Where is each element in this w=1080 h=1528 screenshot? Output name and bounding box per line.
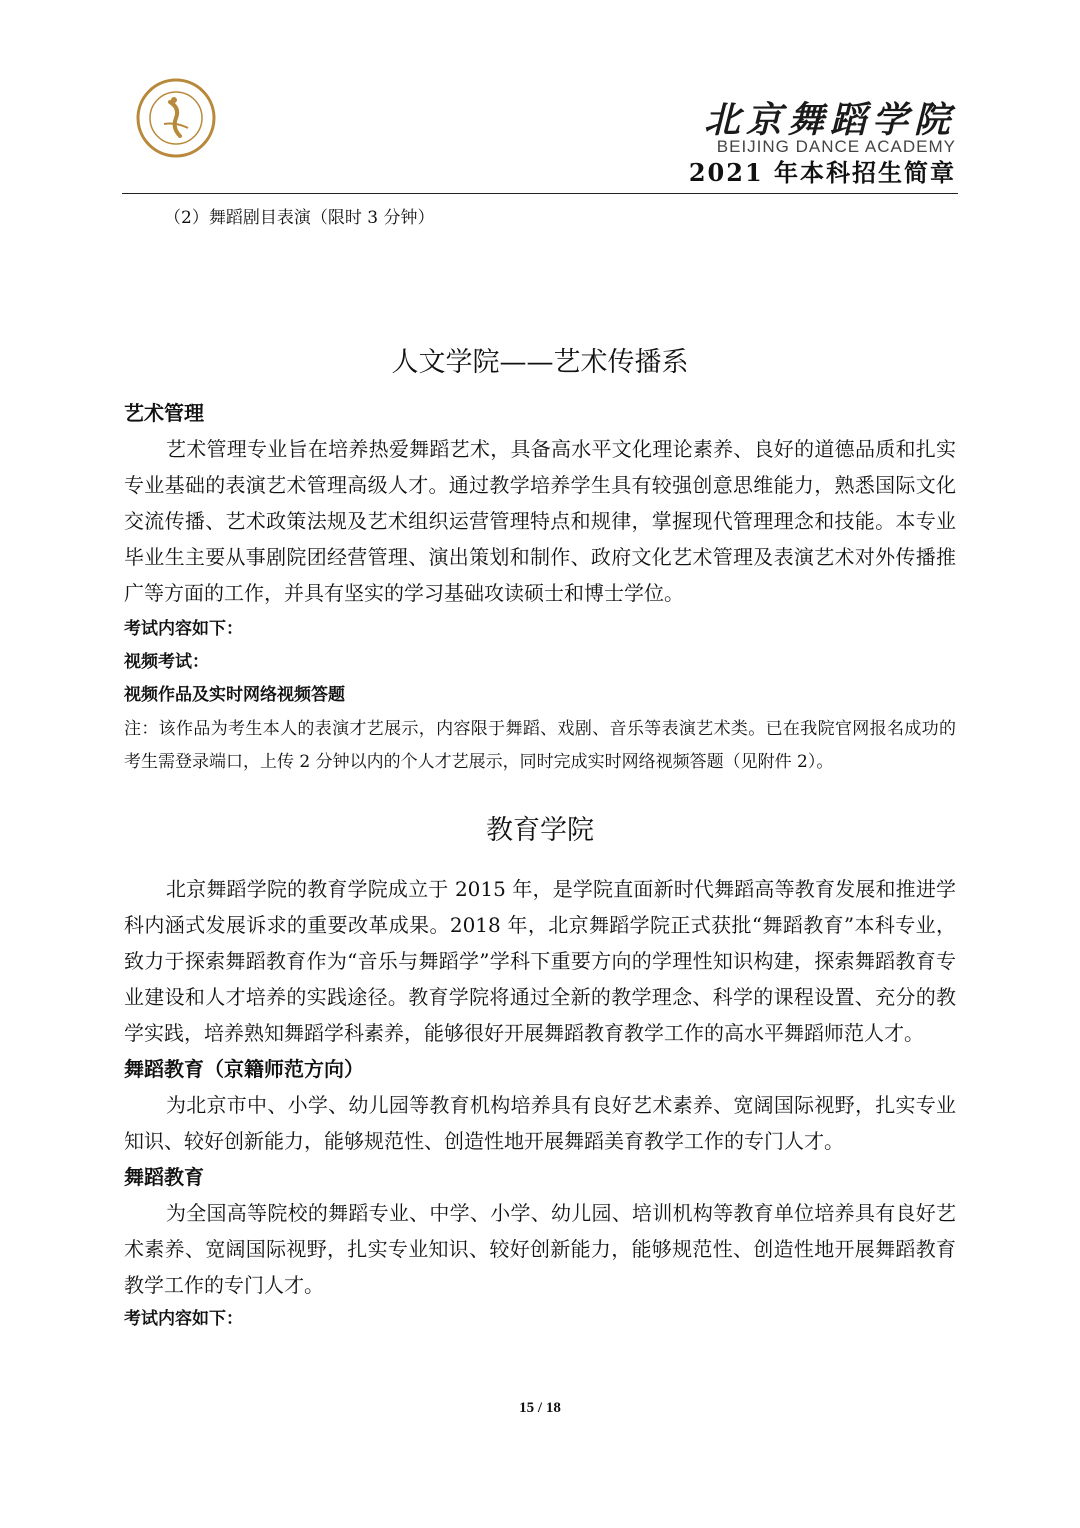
document-title: 2021 年本科招生简章 [688, 158, 956, 187]
section-title-education: 教育学院 [486, 815, 594, 846]
page-body [124, 200, 956, 1336]
video-exam-label: 视频考试： [124, 652, 209, 672]
section-title-art-communication: 人文学院——艺术传播系 [391, 347, 689, 378]
academy-logo [130, 78, 222, 158]
major-description: 艺术管理专业旨在培养热爱舞蹈艺术，具备高水平文化理论素养、良好的道德品质和扎实专业基础的表演艺术管理高级人才。通过教学培养学生具有较强创意思维能力，熟悉国际文化交流传播、艺术政策法规及艺术组织运营管理特点和规律，掌握现代管理理念和技能。本专业毕业生主要从事剧院团经营管理、演出策划和制作、政府文化艺术管理及表演艺术对外传播推广等方面的工作，并具有坚实的学习基础攻读硕士和博士学位。 [124, 437, 956, 605]
exam-note: 注：该作品为考生本人的表演才艺展示，内容限于舞蹈、戏剧、音乐等表演艺术类。已在我院官网报名成功的考生需登录端口，上传 2 分钟以内的个人才艺展示，同时完成实时网络视频答题（见附件 2）。 [124, 719, 956, 772]
major-description-national: 为全国高等院校的舞蹈专业、中学、小学、幼儿园、培训机构等教育单位培养具有良好艺术素养、宽阔国际视野，扎实专业知识、较好创新能力，能够规范性、创造性地开展舞蹈教育教学工作的专门人才。 [124, 1201, 956, 1297]
exam-content-label: 考试内容如下： [124, 619, 243, 639]
header-divider [122, 193, 958, 194]
brand-name-en: BEIJING DANCE ACADEMY [716, 137, 956, 156]
brand-name-cn: 北京舞蹈学院 [703, 99, 956, 141]
previous-exam-item: （2）舞蹈剧目表演（限时 3 分钟） [164, 208, 435, 228]
education-intro: 北京舞蹈学院的教育学院成立于 2015 年，是学院直面新时代舞蹈高等教育发展和推进学科内涵式发展诉求的重要改革成果。2018 年，北京舞蹈学院正式获批“舞蹈教育”本科专业，致力于探索舞蹈教育作为“音乐与舞蹈学”学科下重要方向的学理性知识构建，探索舞蹈教育专业建设和人才培养的实践途径。教育学院将通过全新的教学理念、科学的课程设置、充分的教学实践，培养熟知舞蹈学科素养，能够很好开展舞蹈教育教学工作的高水平舞蹈师范人才。 [124, 877, 956, 1045]
page-number: 15 / 18 [519, 1400, 561, 1416]
major-description-beijing: 为北京市中、小学、幼儿园等教育机构培养具有良好艺术素养、宽阔国际视野，扎实专业知识、较好创新能力，能够规范性、创造性地开展舞蹈美育教学工作的专门人才。 [124, 1093, 956, 1153]
major-title-dance-education-beijing: 舞蹈教育（京籍师范方向） [124, 1057, 364, 1081]
header-brand [689, 100, 956, 188]
major-title-dance-education: 舞蹈教育 [124, 1165, 204, 1189]
major-title-art-management: 艺术管理 [124, 401, 204, 425]
exam-content-label-education: 考试内容如下： [124, 1309, 243, 1329]
video-exam-item: 视频作品及实时网络视频答题 [124, 685, 345, 705]
